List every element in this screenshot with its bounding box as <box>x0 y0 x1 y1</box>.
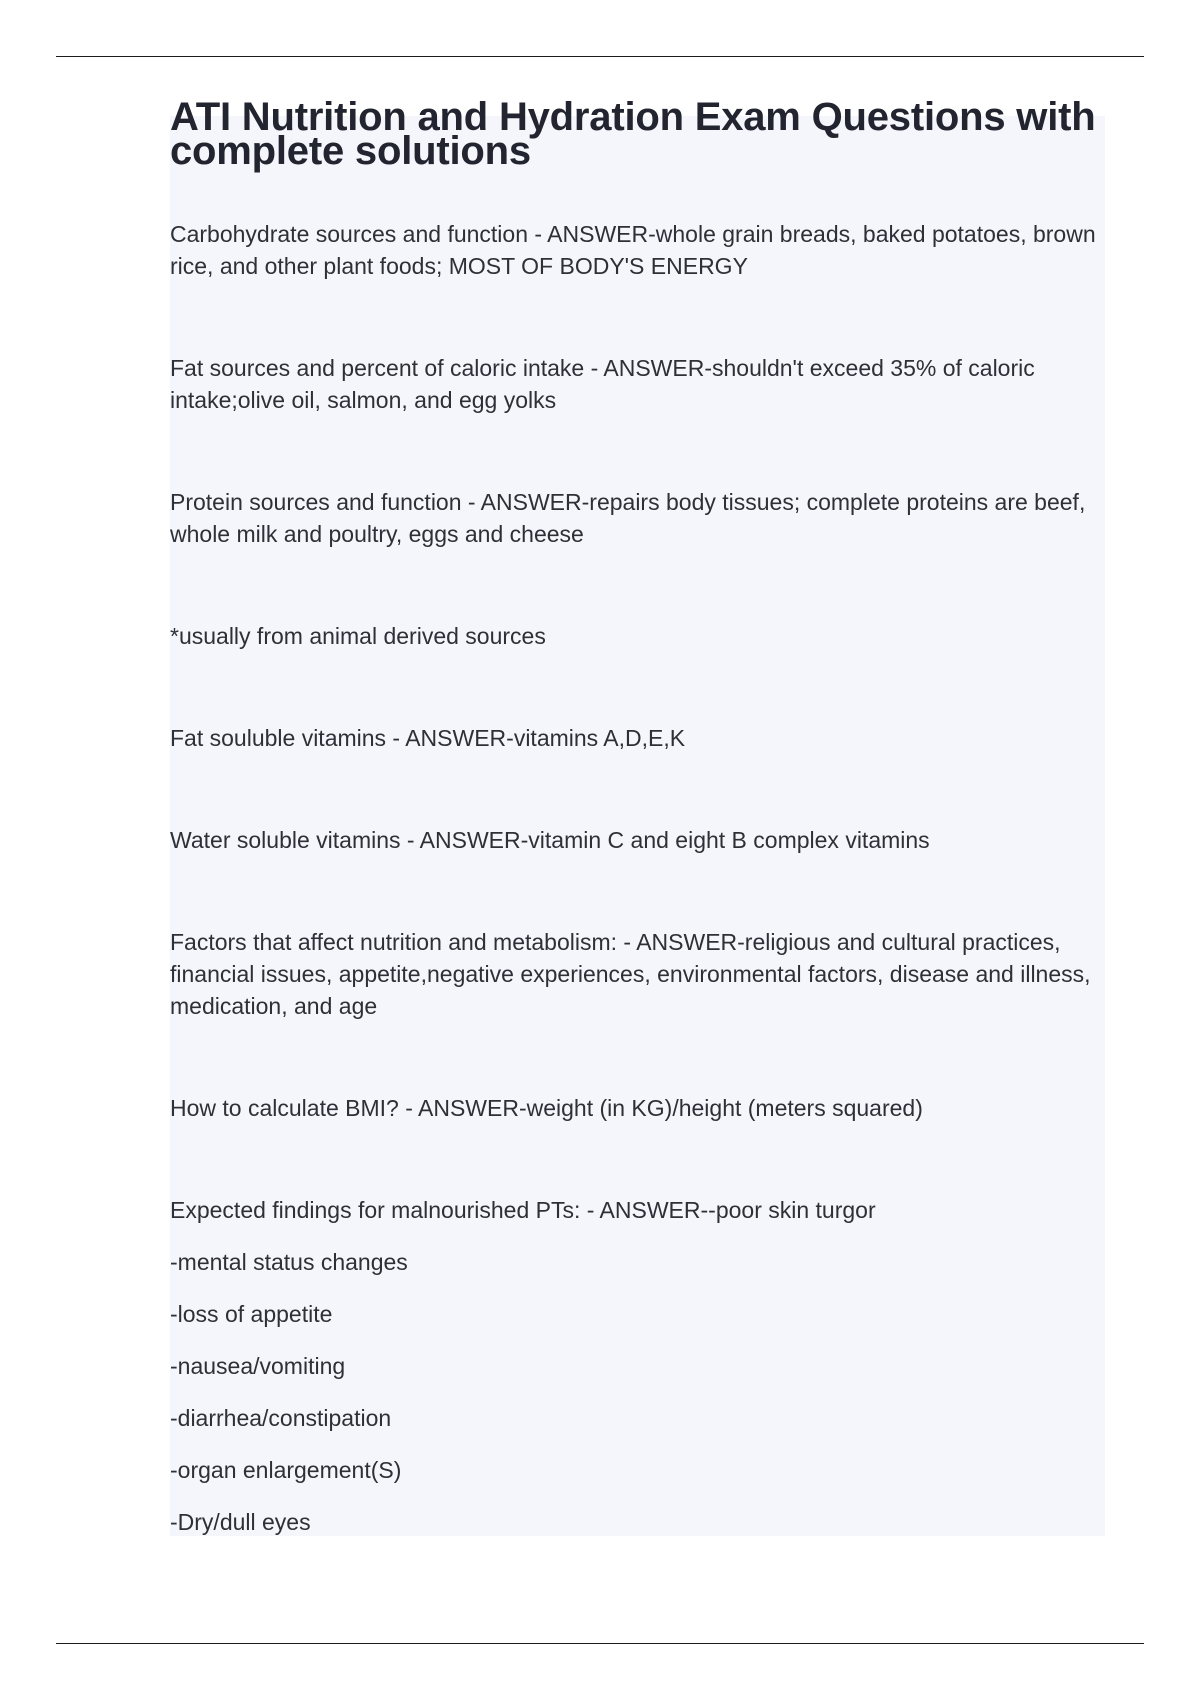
qa-item-protein-note: *usually from animal derived sources <box>170 623 546 649</box>
findings-list <box>170 1246 1105 1538</box>
finding-item: -organ enlargement(S) <box>170 1457 402 1483</box>
qa-item-carbohydrate: Carbohydrate sources and function - ANSWER-whole grain breads, baked potatoes, brown rice, and other plant foods; MOST OF BODY'S ENERGY <box>170 221 1096 279</box>
qa-item-protein: Protein sources and function - ANSWER-repairs body tissues; complete proteins are beef, whole milk and poultry, eggs and cheese <box>170 489 1086 547</box>
qa-list <box>170 218 1105 1538</box>
qa-item-malnourished-findings: Expected findings for malnourished PTs: - ANSWER--poor skin turgor <box>170 1197 876 1223</box>
finding-item: -mental status changes <box>170 1249 408 1275</box>
qa-item-fat-soluble-vitamins: Fat souluble vitamins - ANSWER-vitamins A,D,E,K <box>170 725 686 751</box>
finding-item: -nausea/vomiting <box>170 1353 346 1379</box>
finding-item: -loss of appetite <box>170 1301 333 1327</box>
qa-item-bmi: How to calculate BMI? - ANSWER-weight (in KG)/height (meters squared) <box>170 1095 923 1121</box>
document-body <box>170 95 1105 1538</box>
qa-item-water-soluble-vitamins: Water soluble vitamins - ANSWER-vitamin C and eight B complex vitamins <box>170 827 930 853</box>
qa-item-fat: Fat sources and percent of caloric intake - ANSWER-shouldn't exceed 35% of caloric intake;olive oil, salmon, and egg yolks <box>170 355 1035 413</box>
bottom-rule <box>56 1643 1144 1644</box>
document-title: ATI Nutrition and Hydration Exam Questions with complete solutions <box>170 95 1096 173</box>
top-rule <box>56 56 1144 57</box>
qa-item-nutrition-factors: Factors that affect nutrition and metabolism: - ANSWER-religious and cultural practices, financial issues, appetite,negative experiences, environmental factors, disease and illness, medication, and age <box>170 929 1091 1019</box>
finding-item: -diarrhea/constipation <box>170 1405 392 1431</box>
finding-item: -Dry/dull eyes <box>170 1509 311 1535</box>
